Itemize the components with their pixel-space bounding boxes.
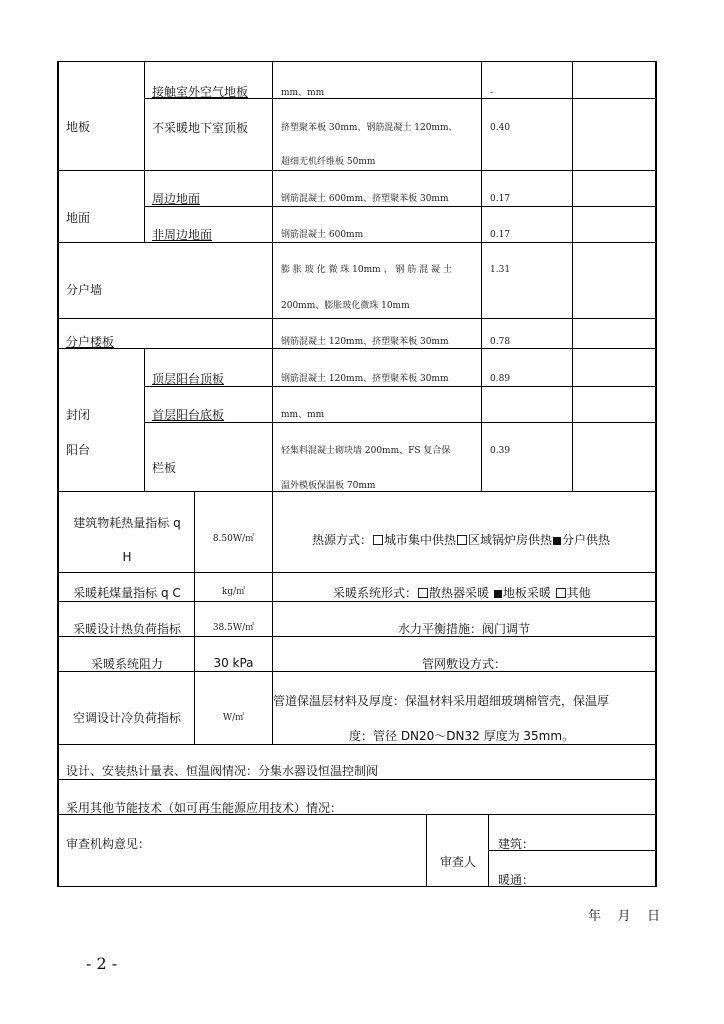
floor-row-value: 0.40 <box>490 123 511 133</box>
checkbox-empty-icon <box>457 535 467 545</box>
balcony-row-material: mm、mm <box>281 410 325 420</box>
option-text: 区域锅炉房供热 <box>468 533 553 547</box>
option-text: 分户供热 <box>562 533 611 547</box>
floor-row-name: 不采暖地下室顶板 <box>152 121 249 135</box>
reviewer-label: 审查人 <box>440 855 477 869</box>
floor-row-material: 挤塑聚苯板 30mm、钢筋混凝土 120mm、 <box>281 123 458 133</box>
indicator-right-text: 度：管径 DN20～DN32 厚度为 35mm。 <box>349 729 575 743</box>
balcony-row-value: 0.89 <box>490 374 511 384</box>
option-text: 其他 <box>566 586 591 600</box>
balcony-row-name: 顶层阳台顶板 <box>152 372 225 386</box>
floor-row-material: 超细无机纤维板 50mm <box>281 157 376 167</box>
checkbox-empty-icon <box>418 588 428 598</box>
indicator-label: 采暖设计热负荷指标 <box>72 622 181 636</box>
balcony-row-name: 栏板 <box>152 461 177 475</box>
checkbox-empty-icon <box>373 535 383 545</box>
indicator-right-text: 水力平衡措施：阀门调节 <box>397 622 530 636</box>
heat-source-options <box>312 533 610 547</box>
party-floor-material: 钢筋混凝土 120mm、挤塑聚苯板 30mm <box>281 337 449 347</box>
metering-note: 设计、安装热计量表、恒温阀情况：分集水器设恒温控制阀 <box>66 764 379 778</box>
page-number: - 2 - <box>86 954 118 973</box>
floor-slab-category: 地板 <box>66 120 91 134</box>
option-text: 散热器采暖 <box>429 586 493 600</box>
party-wall-material: 200mm、膨胀玻化微珠 10mm <box>281 301 410 311</box>
checkbox-filled-icon <box>553 537 561 545</box>
balcony-category: 阳台 <box>66 443 91 457</box>
indicator-value: 38.5W/㎡ <box>212 623 255 633</box>
party-floor-value: 0.78 <box>490 337 511 347</box>
ground-row-material: 钢筋混凝土 600mm <box>281 230 364 240</box>
indicator-label: H <box>122 550 132 564</box>
date-label: 年 月 日 <box>588 909 661 924</box>
indicator-value: 8.50W/㎡ <box>212 534 255 544</box>
indicator-right-text: 管网敷设方式： <box>421 657 506 671</box>
balcony-row-value: 0.39 <box>490 446 511 456</box>
option-text: 城市集中供热 <box>384 533 457 547</box>
party-wall-material: 膨 胀 玻 化 微 珠 10mm 、 钢 筋 混 凝 土 <box>281 265 452 275</box>
ground-row-name: 非周边地面 <box>152 228 213 242</box>
floor-row-value: - <box>490 88 494 98</box>
indicator-label: 采暖系统阻力 <box>90 657 163 671</box>
heating-system-label: 采暖系统形式： <box>333 586 418 600</box>
indicator-right-text: 管道保温层材料及厚度：保温材料采用超细玻璃棉管壳，保温厚 <box>273 694 610 708</box>
balcony-category: 封闭 <box>66 408 91 422</box>
floor-row-material: mm、mm <box>281 88 325 98</box>
ground-row-value: 0.17 <box>490 230 511 240</box>
architecture-label: 建筑： <box>498 837 535 851</box>
indicator-label: 空调设计冷负荷指标 <box>72 711 181 725</box>
review-opinion-label: 审查机构意见： <box>66 837 151 851</box>
ground-row-material: 钢筋混凝土 600mm、挤塑聚苯板 30mm <box>281 194 449 204</box>
party-floor-category: 分户楼板 <box>66 335 115 349</box>
checkbox-filled-icon <box>494 590 502 598</box>
heating-label: 暖通： <box>498 873 535 887</box>
balcony-row-material: 钢筋混凝土 120mm、挤塑聚苯板 30mm <box>281 374 449 384</box>
ground-row-name: 周边地面 <box>152 192 201 206</box>
balcony-row-material: 温外模板保温板 70mm <box>281 481 376 491</box>
indicator-label: 采暖耗煤量指标 q C <box>73 586 181 600</box>
balcony-row-material: 轻集料混凝土砌块墙 200mm、FS 复合保 <box>281 446 451 456</box>
heat-source-label: 热源方式： <box>312 533 373 547</box>
indicator-value: 30 kPa <box>213 656 254 670</box>
balcony-row-name: 首层阳台底板 <box>152 408 225 422</box>
indicator-value: kg/㎡ <box>221 587 246 597</box>
heating-system-options <box>333 586 591 600</box>
floor-row-name: 接触室外空气地板 <box>152 85 249 99</box>
other-tech-note: 采用其他节能技术（如可再生能源应用技术）情况： <box>66 801 343 815</box>
option-text: 地板采暖 <box>502 586 555 600</box>
indicator-value: W/㎡ <box>222 713 245 723</box>
party-wall-category: 分户墙 <box>66 283 103 297</box>
ground-row-value: 0.17 <box>490 194 511 204</box>
ground-category: 地面 <box>66 211 91 225</box>
party-wall-value: 1.31 <box>490 265 511 275</box>
indicator-label: 建筑物耗热量指标 q <box>73 516 181 530</box>
checkbox-empty-icon <box>556 588 566 598</box>
